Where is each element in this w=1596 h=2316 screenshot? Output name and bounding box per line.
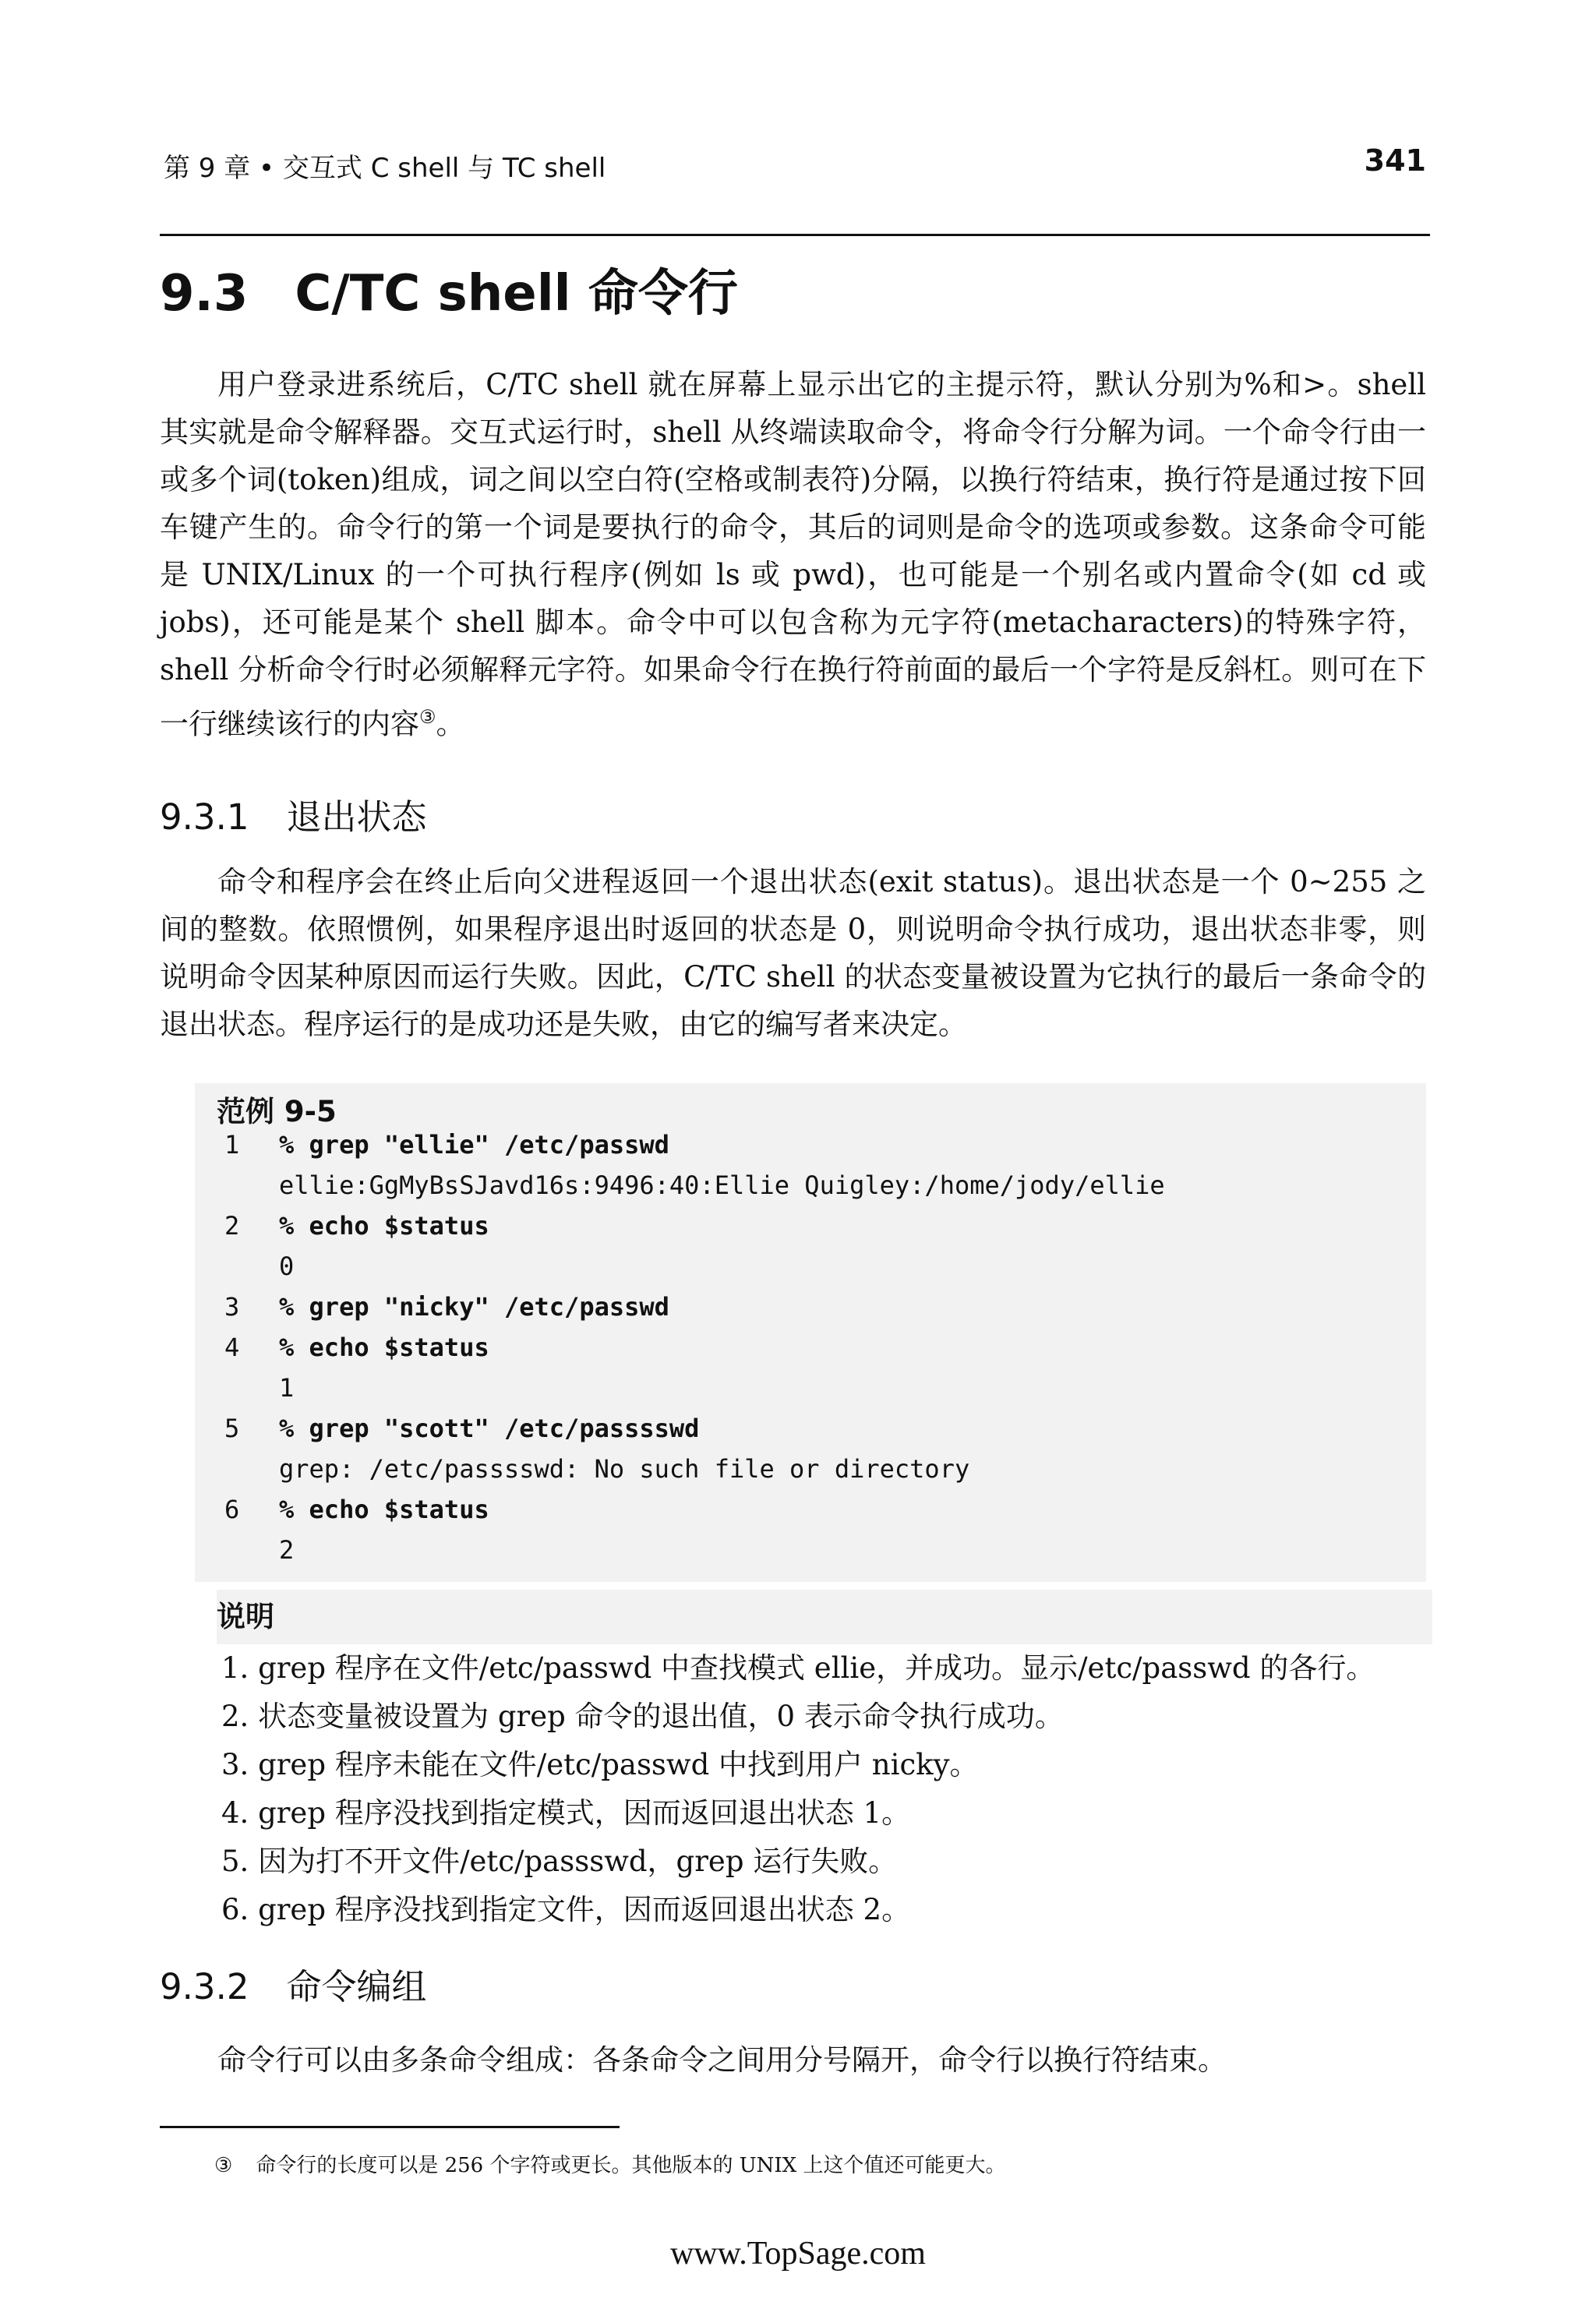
note-item: 4. grep 程序没找到指定模式，因而返回退出状态 1。 bbox=[221, 1796, 911, 1830]
subsection-title-exit-status bbox=[160, 789, 427, 839]
subsection-title-text: 命令编组 bbox=[286, 1966, 427, 2007]
intro-paragraph bbox=[160, 361, 1426, 747]
exit-status-paragraph: 命令和程序会在终止后向父进程返回一个退出状态(exit status)。退出状态是一个 0~255 之间的整数。依照惯例，如果程序退出时返回的状态是 0，则说明命令执行成功，退出状态非零，则说明命令因某种原因而运行失败。因此，C/TC shell 的状态变量被设置为它执行的最后一条命令的退出状态。程序运行的是成功还是失败，由它的编写者来决定。 bbox=[160, 865, 1426, 1041]
line-number: 1 bbox=[224, 1130, 240, 1160]
output-text: ellie:GgMyBsSJavd16s:9496:40:Ellie Quigley:/home/jody/ellie bbox=[279, 1170, 1165, 1200]
subsection-title-command-grouping bbox=[160, 1958, 427, 2009]
notes-section bbox=[195, 1590, 1426, 1934]
section-number: 9.3 bbox=[160, 265, 249, 323]
subsection-title-text: 退出状态 bbox=[286, 796, 427, 838]
note-item: 1. grep 程序在文件/etc/passwd 中查找模式 ellie，并成功。显示/etc/passwd 的各行。 bbox=[221, 1651, 1375, 1685]
notes-title: 说明 bbox=[217, 1590, 1432, 1644]
note-item: 3. grep 程序未能在文件/etc/passwd 中找到用户 nicky。 bbox=[221, 1748, 979, 1781]
command-text: % grep "scott" /etc/passsswd bbox=[279, 1414, 700, 1443]
output-text: 0 bbox=[279, 1252, 295, 1281]
intro-end: 。 bbox=[436, 707, 465, 741]
command-text: % grep "ellie" /etc/passwd bbox=[279, 1130, 669, 1160]
running-header bbox=[164, 140, 1426, 187]
command-text: % grep "nicky" /etc/passwd bbox=[279, 1292, 669, 1322]
command-text: % echo $status bbox=[279, 1333, 489, 1362]
footnote bbox=[214, 2149, 1005, 2178]
line-number: 5 bbox=[224, 1414, 240, 1443]
footnote-divider bbox=[160, 2126, 620, 2128]
notes-list bbox=[195, 1644, 1426, 1934]
subsection-number: 9.3.2 bbox=[160, 1966, 249, 2007]
command-text: % echo $status bbox=[279, 1495, 489, 1524]
section-title-text: C/TC shell 命令行 bbox=[295, 265, 738, 323]
footnote-mark: ③ bbox=[214, 2154, 233, 2177]
page-number: 341 bbox=[1364, 143, 1426, 178]
footnote-text: 命令行的长度可以是 256 个字符或更长。其他版本的 UNIX 上这个值还可能更大。 bbox=[256, 2154, 1006, 2177]
intro-text: 用户登录进系统后，C/TC shell 就在屏幕上显示出它的主提示符，默认分别为%和>。shell 其实就是命令解释器。交互式运行时，shell 从终端读取命令，将命令行分解为词。一个命令行由一或多个词(token)组成，词之间以空白符(空格或制表符)分隔，以换行符结束，换行符是通过按下回车键产生的。命令行的第一个词是要执行的命令，其后的词则是命令的选项或参数。这条命令可能是 UNIX/Linux 的一个可执行程序(例如 ls 或 pwd)，也可能是一个别名或内置命令(如 cd 或 jobs)，还可能是某个 shell 脚本。命令中可以包含称为元字符(metacharacters)的特殊字符，shell 分析命令行时必须解释元字符。如果命令行在换行符前面的最后一个字符是反斜杠。则可在下一行继续该行的内容 bbox=[160, 368, 1426, 741]
header-divider bbox=[160, 234, 1430, 236]
output-text: 1 bbox=[279, 1373, 295, 1403]
command-text: % echo $status bbox=[279, 1211, 489, 1241]
footnote-reference[interactable]: ③ bbox=[419, 706, 436, 728]
output-text: grep: /etc/passsswd: No such file or directory bbox=[279, 1454, 970, 1484]
site-watermark[interactable]: www.TopSage.com bbox=[670, 2236, 926, 2272]
line-number: 2 bbox=[224, 1211, 240, 1241]
line-number: 3 bbox=[224, 1292, 240, 1322]
note-item: 6. grep 程序没找到指定文件，因而返回退出状态 2。 bbox=[221, 1893, 911, 1926]
example-title: 范例 9-5 bbox=[217, 1095, 337, 1128]
note-item: 2. 状态变量被设置为 grep 命令的退出值，0 表示命令执行成功。 bbox=[221, 1700, 1064, 1733]
section-title bbox=[160, 253, 738, 325]
example-box bbox=[195, 1083, 1426, 1582]
command-grouping-paragraph: 命令行可以由多条命令组成：各条命令之间用分号隔开，命令行以换行符结束。 bbox=[217, 2043, 1227, 2077]
output-text: 2 bbox=[279, 1535, 295, 1565]
subsection-number: 9.3.1 bbox=[160, 796, 249, 838]
line-number: 4 bbox=[224, 1333, 240, 1362]
note-item: 5. 因为打不开文件/etc/passswd，grep 运行失败。 bbox=[221, 1845, 898, 1878]
line-number: 6 bbox=[224, 1495, 240, 1524]
chapter-label: 第 9 章 • 交互式 C shell 与 TC shell bbox=[164, 153, 606, 184]
